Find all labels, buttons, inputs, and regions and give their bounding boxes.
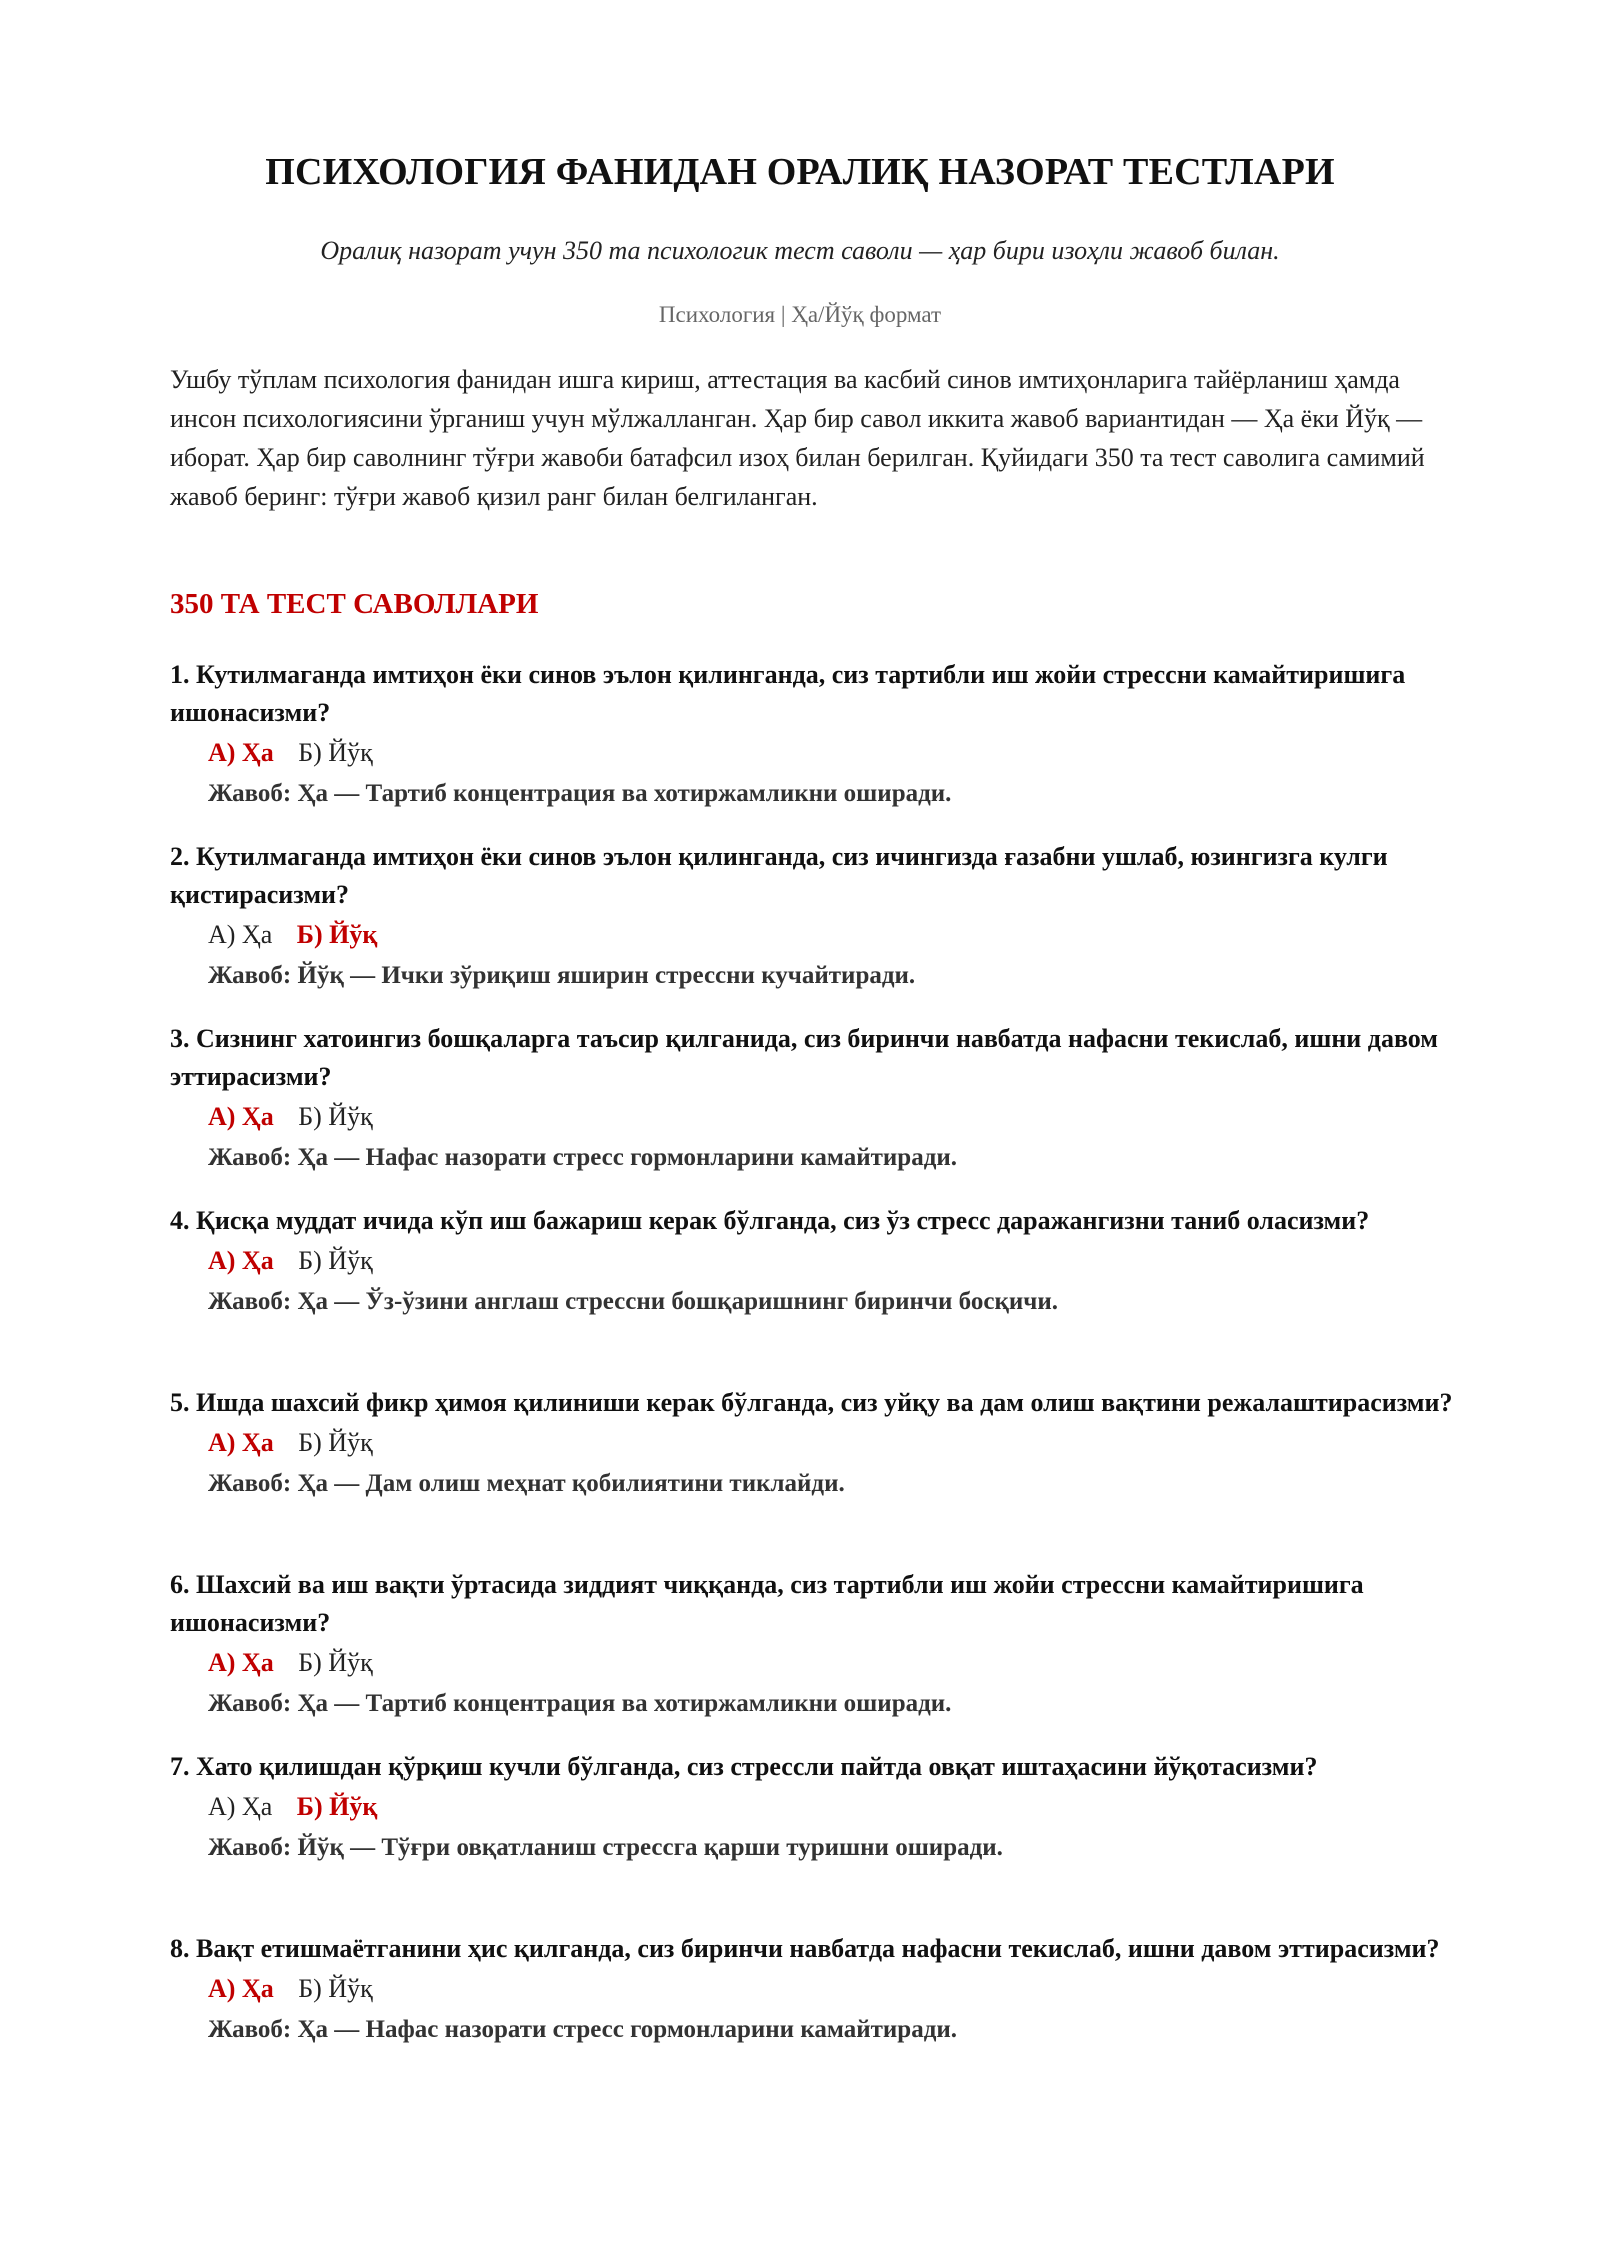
question-text: 6. Шахсий ва иш вақти ўртасида зиддият чиққанда, сиз тартибли иш жойи стрессни камайтиришига ишонасизми? [170, 1570, 1364, 1637]
answer-explanation: Жавоб: Йўқ — Ички зўриқиш яширин стрессни кучайтиради. [208, 962, 916, 989]
question-item [170, 1020, 1460, 1202]
question-item [170, 1566, 1460, 1748]
question-text: 3. Сизнинг хатоингиз бошқаларга таъсир қилганида, сиз биринчи навбатда нафасни текислаб, ишни давом эттирасизми? [170, 1024, 1439, 1091]
question-text: 8. Вақт етишмаётганини ҳис қилганда, сиз биринчи навбатда нафасни текислаб, ишни давом эттирасизми? [170, 1934, 1440, 1963]
answer-explanation: Жавоб: Ҳа — Нафас назорати стресс гормонларини камайтиради. [208, 2016, 957, 2043]
question-item [170, 1748, 1460, 1930]
answer-explanation: Жавоб: Ҳа — Тартиб концентрация ва хотиржамликни оширади. [208, 780, 952, 807]
option-a[interactable]: А) Ҳа [208, 738, 274, 767]
answer-options [170, 914, 1460, 956]
answer-options [170, 1422, 1460, 1464]
question-list [170, 656, 1460, 2112]
answer-explanation: Жавоб: Ҳа — Нафас назорати стресс гормонларини камайтиради. [208, 1144, 957, 1171]
answer-explanation: Жавоб: Йўқ — Тўғри овқатланиш стрессга қарши туришни оширади. [208, 1834, 1003, 1861]
option-b[interactable]: Б) Йўқ [298, 738, 373, 767]
answer-options [170, 1968, 1460, 2010]
option-a[interactable]: А) Ҳа [208, 1102, 274, 1131]
option-a[interactable]: А) Ҳа [208, 1974, 274, 2003]
answer-explanation: Жавоб: Ҳа — Ўз-ўзини англаш стрессни бошқаришнинг биринчи босқичи. [208, 1288, 1058, 1315]
option-b[interactable]: Б) Йўқ [296, 920, 378, 949]
option-b[interactable]: Б) Йўқ [298, 1974, 373, 2003]
question-text: 1. Кутилмаганда имтиҳон ёки синов эълон қилинганда, сиз тартибли иш жойи стрессни камайтиришига ишонасизми? [170, 660, 1406, 727]
question-text: 2. Кутилмаганда имтиҳон ёки синов эълон қилинганда, сиз ичингизда ғазабни ушлаб, юзингизга кулги қистирасизми? [170, 842, 1388, 909]
option-a[interactable]: А) Ҳа [208, 1246, 274, 1275]
option-a[interactable]: А) Ҳа [208, 1648, 274, 1677]
answer-options [170, 1786, 1460, 1828]
question-item [170, 1384, 1460, 1566]
answer-options [170, 1240, 1460, 1282]
option-b[interactable]: Б) Йўқ [298, 1246, 373, 1275]
question-text: 7. Хато қилишдан қўрқиш кучли бўлганда, сиз стрессли пайтда овқат иштаҳасини йўқотасизми? [170, 1752, 1318, 1781]
question-item [170, 838, 1460, 1020]
answer-options [170, 732, 1460, 774]
question-text: 5. Ишда шахсий фикр ҳимоя қилиниши керак бўлганда, сиз уйқу ва дам олиш вақтини режалаштирасизми? [170, 1388, 1453, 1417]
question-item [170, 1202, 1460, 1384]
section-title: 350 ТА ТЕСТ САВОЛЛАРИ [170, 588, 539, 620]
question-item [170, 1930, 1460, 2112]
option-a[interactable]: А) Ҳа [208, 1792, 273, 1821]
document-meta: Психология | Ҳа/Йўқ формат [658, 302, 942, 327]
document-subtitle: Оралиқ назорат учун 350 та психологик тест саволи — ҳар бири изоҳли жавоб билан. [320, 236, 1280, 265]
answer-options [170, 1642, 1460, 1684]
question-item [170, 656, 1460, 838]
option-a[interactable]: А) Ҳа [208, 1428, 274, 1457]
option-b[interactable]: Б) Йўқ [298, 1428, 373, 1457]
option-a[interactable]: А) Ҳа [208, 920, 273, 949]
option-b[interactable]: Б) Йўқ [298, 1648, 373, 1677]
option-b[interactable]: Б) Йўқ [298, 1102, 373, 1131]
document-title: ПСИХОЛОГИЯ ФАНИДАН ОРАЛИҚ НАЗОРАТ ТЕСТЛАРИ [265, 151, 1335, 193]
question-text: 4. Қисқа муддат ичида кўп иш бажариш керак бўлганда, сиз ўз стресс даражангизни таниб оласизми? [170, 1206, 1370, 1235]
answer-explanation: Жавоб: Ҳа — Тартиб концентрация ва хотиржамликни оширади. [208, 1690, 952, 1717]
answer-explanation: Жавоб: Ҳа — Дам олиш меҳнат қобилиятини тиклайди. [208, 1470, 845, 1497]
answer-options [170, 1096, 1460, 1138]
intro-paragraph: Ушбу тўплам психология фанидан ишга кириш, аттестация ва касбий синов имтиҳонларига тайёрланиш ҳамда инсон психологиясини ўрганиш учун мўлжалланган. Ҳар бир савол иккита жавоб вариантидан — Ҳа ёки Йўқ — иборат. Ҳар бир саволнинг тўғри жавоби батафсил изоҳ билан берилган. Қуйидаги 350 та тест саволига самимий жавоб беринг: тўғри жавоб қизил ранг билан белгиланган. [170, 365, 1425, 511]
option-b[interactable]: Б) Йўқ [296, 1792, 378, 1821]
